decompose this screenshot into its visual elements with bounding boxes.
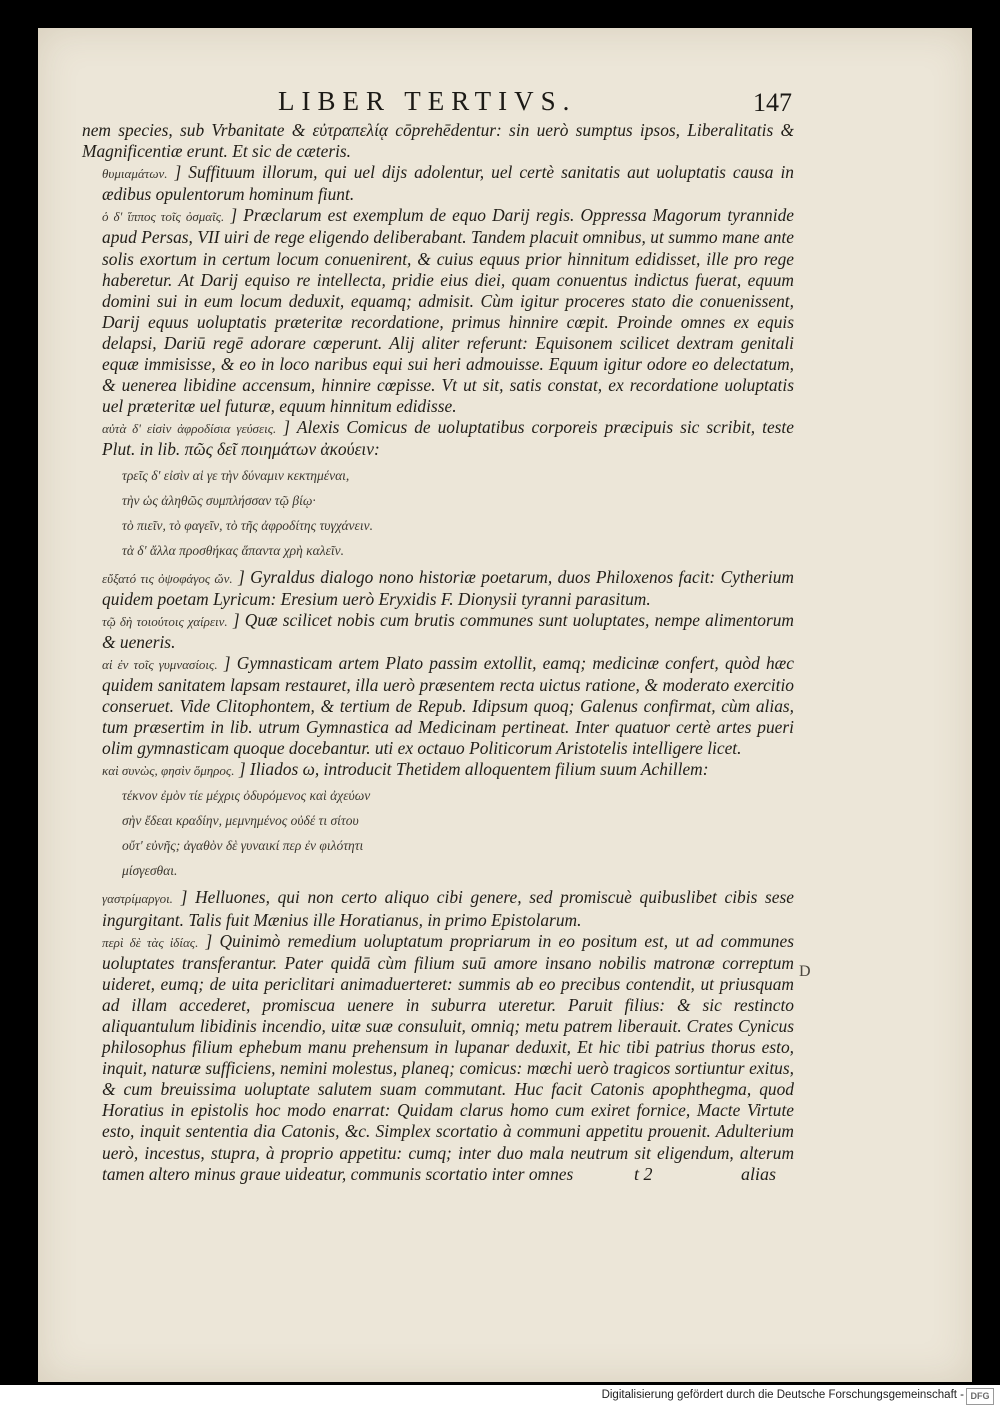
- dfg-logo-icon: DFG: [966, 1388, 994, 1405]
- greek-lemma: αὐτὰ δ' εἰσὶν ἀφροδίσια γεύσεις.: [102, 421, 277, 437]
- greek-verse-line: οὔτ' εὐνῆς; ἀγαθὸν δὲ γυναικί περ ἐν φιλότητι: [122, 838, 364, 854]
- commentary-entry: [82, 887, 794, 930]
- commentary-entry: [82, 205, 794, 417]
- greek-lemma: εὔξατό τις ὀψοφάγος ὤν.: [102, 570, 233, 586]
- entry-text: ] Helluones, qui non certo aliquo cibi genere, sed promiscuè quibuslibet cibis sese ingurgitant. Talis fuit Mænius ille Horatianus, in primo Epistolarum.: [102, 887, 794, 930]
- commentary-entry: [82, 162, 794, 205]
- marginal-mark: D: [799, 963, 811, 980]
- commentary-entry: [82, 567, 794, 610]
- greek-lemma: ὁ δ' ἵππος τοῖς ὀσμαῖς.: [102, 209, 225, 225]
- entry-text: ] Quinimò remedium uoluptatum propriarum in eo positum est, ut ad communes uoluptates transferantur. Pater quidā cùm filium suū amore insano nobilis matronæ correptum uideret, eumq; de uita periclitari animaduerteret: summis ab eo precibus contendit, ut priusquam ad illam accederet, promiscua uenere in suburra uteretur. Paruit filius: & sic restincto aliquantulum libidinis incendio, uitæ suæ consuluit, omniq; metu patrem liberauit. Crates Cynicus philosophus filium ephebum manu prehensum in lupanar deduxit, Et hic tibi patrius thorus esto, inquit, naturæ sufficiens, nemini molestus, planeq; comicus: mœchi uerò tragicos sortiuntur exitus, & cum breuissima uoluptate salutem suam commutant. Huc facit Catonis apophthegma, quod Horatius in epistolis hoc modo enarrat: Quidam clarus homo cum exiret fornice, Macte Virtute esto, inquit sententia dia Catonis, &c. Simplex scortatio à communi appetitu prouenit. Adulterium uerò, incestus, stupra, à proprio appetitu: cumq; inter duo mala neutrum sit eligendum, alterum tamen altero minus graue uideatur, communis scortatio inter omnes: [102, 930, 794, 1184]
- commentary-entry: [82, 417, 794, 460]
- continuation-paragraph: [82, 120, 794, 162]
- greek-lemma: τῷ δὴ τοιούτοις χαίρειν.: [102, 613, 228, 629]
- greek-verse-line: τὴν ὡς ἀληθῶς συμπλήσσαν τῷ βίῳ·: [122, 492, 316, 508]
- greek-lemma: αἱ ἐν τοῖς γυμνασίοις.: [102, 656, 218, 672]
- entry-text: ] Iliados ω, introducit Thetidem alloquentem filium suum Achillem:: [238, 759, 709, 780]
- entry-text: ] Quæ scilicet nobis cum brutis communes sunt uoluptates, nempe alimentorum & ueneris.: [102, 609, 794, 652]
- greek-verse-line: τέκνον ἐμὸν τίε μέχρις ὀδυρόμενος καὶ ἀχεύων: [122, 788, 371, 804]
- commentary-entry: [82, 759, 794, 781]
- commentary-entry: [82, 653, 794, 759]
- signature-mark: t 2: [634, 1164, 653, 1184]
- greek-lemma: γαστρίμαργοι.: [102, 891, 173, 907]
- page-number: 147: [753, 88, 792, 117]
- commentary-text: [82, 120, 794, 1185]
- entry-text: ] Præclarum est exemplum de equo Darij regis. Oppressa Magorum tyrannide apud Persas, VII uiri de rege eligendo deliberabant. Tandem placuit omnibus, ut summo mane ante solis exortum in certum locum conuenirent, & cuius equus prior hinnitum edidisset, ille pro rege haberetur. At Darij equiso re intellecta, pridie eius diei, quam conuentus indictus fuerat, equum domini sui in eum locum deduxit, equamq; admisit. Cùm igitur proceres stato die conuenissent, Darij equus uoluptatis præteritæ recordatione, primus hinnire cœpit. Proinde omnes ex equis delapsi, Dariū regē adorare cœperunt. Alij aliter referunt: Equisonem scilicet dextram genitali equæ immisisse, & eo in loco naribus equi sui heri admouisse. Equum igitur odore eo delectatum, & uenerea libidine accensum, hinnire cœpisse. Vt ut sit, satis constat, ex recordatione uoluptatis uel præteritæ uel futuræ, equum hinnitum edidisse.: [102, 205, 794, 417]
- catchword: alias: [741, 1164, 777, 1184]
- greek-lemma: καὶ συνὼς, φησὶν ὅμηρος.: [102, 763, 235, 779]
- running-title: LIBER TERTIVS.: [278, 86, 577, 116]
- footer-bar: [0, 1385, 1000, 1407]
- book-page: [38, 28, 972, 1382]
- greek-verse-line: τρεῖς δ' εἰσὶν αἱ γε τὴν δύναμιν κεκτημέναι,: [122, 467, 350, 483]
- commentary-entry: [82, 931, 794, 1185]
- greek-verse-line: τὰ δ' ἄλλα προσθήκας ἅπαντα χρὴ καλεῖν.: [122, 542, 345, 558]
- entry-text: ] Suffituum illorum, qui uel dijs adolentur, uel certè sanitatis aut uoluptatis causa in ædibus opulentorum hominum fiunt.: [102, 162, 794, 205]
- greek-verse-block: [82, 463, 794, 563]
- greek-verse-block: [82, 783, 794, 883]
- continuation-text: nem species, sub Vrbanitate & εὐτραπελίᾳ cōprehēdentur: sin uerò sumptus ipsos, Liberalitatis & Magnificentiæ erunt. Et sic de cæteris.: [82, 120, 794, 162]
- greek-verse-line: μίσγεσθαι.: [122, 863, 178, 879]
- greek-lemma: περὶ δὲ τὰς ἰδίας.: [102, 934, 199, 950]
- entry-text: ] Gyraldus dialogo nono historiæ poetarum, duos Philoxenos facit: Cytherium quidem poetam Lyricum: Eresium uerò Eryxidis F. Dionysii tyranni parasitum.: [102, 566, 794, 609]
- funding-credit: Digitalisierung gefördert durch die Deutsche Forschungsgemeinschaft -: [601, 1389, 964, 1401]
- entry-text: ] Gymnasticam artem Plato passim extollit, eamq; medicinæ confert, quòd hæc quidem sanitatem lapsam restauret, illa uerò præsentem recta uictus ratione, & moderato exercitio conseruet. Vide Clitophontem, & tertium de Repub. Idipsum quoq; Galenus confirmat, cùm alias, tum præsertim in lib. utrum Gymnastica ad Medicinam pertineat. Inter quatuor certè artes pueri olim gymnasticam quoque docebantur. uti ex octauo Politicorum Aristotelis intelligere licet.: [102, 652, 794, 759]
- greek-lemma: θυμιαμάτων.: [102, 166, 168, 182]
- greek-verse-line: σὴν ἔδεαι κραδίην, μεμνημένος οὐδέ τι σίτου: [122, 813, 359, 829]
- entry-text: ] Alexis Comicus de uoluptatibus corporeis præcipuis sic scribit, teste Plut. in lib. πῶς δεῖ ποιημάτων ἀκούειν:: [102, 417, 794, 460]
- commentary-entry: [82, 610, 794, 653]
- greek-verse-line: τὸ πιεῖν, τὸ φαγεῖν, τὸ τῆς ἀφροδίτης τυγχάνειν.: [122, 517, 373, 533]
